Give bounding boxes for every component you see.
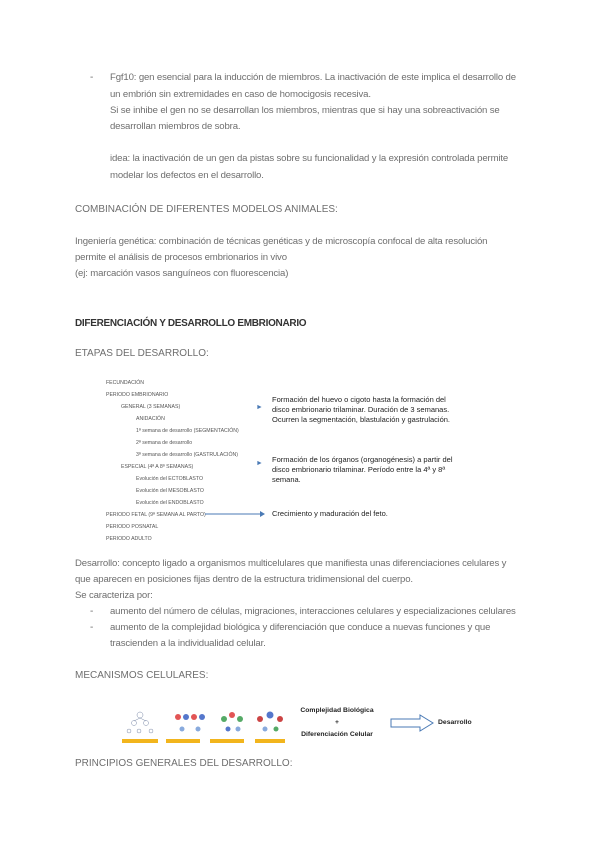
desc-embrionario-2: disco embrionario trilaminar. Duración de 3 semanas. — [272, 405, 450, 414]
bullet-dash: - — [90, 622, 94, 633]
desc-embrionario-3: Ocurren la segmentación, blastulación y gastrulación. — [272, 415, 451, 424]
desarrollo-line-1: Desarrollo: concepto ligado a organismos multicelulares que manifiesta unas diferenciaciones celulares y — [75, 558, 507, 569]
arrow-icon: ► — [256, 460, 263, 467]
ingenieria-line-1: Ingeniería genética: combinación de técnicas genéticas y de microscopía confocal de alta resolución — [75, 236, 488, 247]
mecanismos-heading: MECANISMOS CELULARES: — [75, 670, 209, 681]
stage-label — [166, 739, 200, 743]
complejidad-label: Complejidad Biológica — [300, 707, 374, 714]
desc-fetal: Crecimiento y maduración del feto. — [272, 509, 388, 518]
ingenieria-line-2: permite el análisis de procesos embrionarios in vivo — [75, 252, 287, 263]
tree-item: Evolución del ECTOBLASTO — [136, 476, 203, 482]
stage-label — [210, 739, 244, 743]
caracteriza-bullet-1: aumento del número de células, migraciones, interacciones celulares y especializaciones celulares — [110, 606, 516, 617]
tree-item: ANIDACIÓN — [136, 416, 165, 422]
tree-item: ESPECIAL (4ª A 8ª SEMANAS) — [121, 464, 194, 470]
desc-embrionario-1: Formación del huevo o cigoto hasta la formación del — [272, 395, 446, 404]
tree-item: 3ª semana de desarrollo (GASTRULACIÓN) — [136, 452, 238, 458]
fgf10-line-2: un embrión sin extremidades en caso de homocigosis recesiva. — [110, 89, 371, 100]
long-arrow-icon — [205, 510, 265, 518]
tree-item: FECUNDACIÓN — [106, 380, 145, 386]
desc-especial-2: disco embrionario trilaminar. Período entre la 4ª y 8ª — [272, 465, 446, 474]
stage-label — [255, 739, 285, 743]
diferenciacion-label: Diferenciación Celular — [301, 731, 373, 738]
tree-item: Evolución del ENDOBLASTO — [136, 500, 204, 506]
stage-label — [122, 739, 158, 743]
ingenieria-line-3: (ej: marcación vasos sanguíneos con fluorescencia) — [75, 268, 289, 279]
idea-line-2: modelar los defectos en el desarrollo. — [110, 170, 264, 181]
tree-item: 2ª semana de desarrollo — [136, 440, 193, 446]
caracteriza-bullet-2a: aumento de la complejidad biológica y diferenciación que conduce a nuevas funciones y que — [110, 622, 491, 633]
fgf10-line-3: Si se inhibe el gen no se desarrollan los miembros, mientras que si hay una sobreactivación se — [110, 105, 500, 116]
fgf10-line-1: Fgf10: gen esencial para la inducción de miembros. La inactivación de este implica el desarrollo de — [110, 72, 516, 83]
desc-especial-1: Formación de los órganos (organogénesis) a partir del — [272, 455, 453, 464]
bullet-dash: - — [90, 72, 94, 83]
tree-item: 1ª semana de desarrollo (SEGMENTACIÓN) — [136, 428, 239, 434]
fgf10-line-4: desarrollan miembros de sobra. — [110, 121, 241, 132]
desc-especial-3: semana. — [272, 475, 301, 484]
plus-label: + — [335, 719, 339, 726]
section-title: DIFERENCIACIÓN Y DESARROLLO EMBRIONARIO — [75, 318, 307, 329]
tree-item: Evolución del MESOBLASTO — [136, 488, 204, 494]
tree-item: PERIODO EMBRIONARIO — [106, 392, 169, 398]
bullet-dash: - — [90, 606, 94, 617]
tree-item: GENERAL (3 SEMANAS) — [121, 404, 181, 410]
idea-line-1: idea: la inactivación de un gen da pistas sobre su funcionalidad y la expresión controlada permite — [110, 153, 509, 164]
tree-item: PERIODO FETAL (9ª SEMANA AL PARTO) — [106, 512, 206, 518]
arrow-icon: ► — [256, 404, 263, 411]
desarrollo-line-2: que aparecen en posiciones fijas dentro de la estructura tridimensional del cuerpo. — [75, 574, 413, 585]
desarrollo-result: Desarrollo — [438, 719, 472, 726]
caracteriza-bullet-2b: trascienden a la individualidad celular. — [110, 638, 266, 649]
principios-heading: PRINCIPIOS GENERALES DEL DESARROLLO: — [75, 758, 293, 769]
desarrollo-line-3: Se caracteriza por: — [75, 590, 153, 601]
tree-item: PERIODO POSNATAL — [106, 524, 159, 530]
tree-item: PERIODO ADULTO — [106, 536, 152, 542]
combinacion-heading: COMBINACIÓN DE DIFERENTES MODELOS ANIMALES: — [75, 204, 338, 215]
outline-arrow-icon — [390, 714, 434, 732]
etapas-heading: ETAPAS DEL DESARROLLO: — [75, 348, 209, 359]
